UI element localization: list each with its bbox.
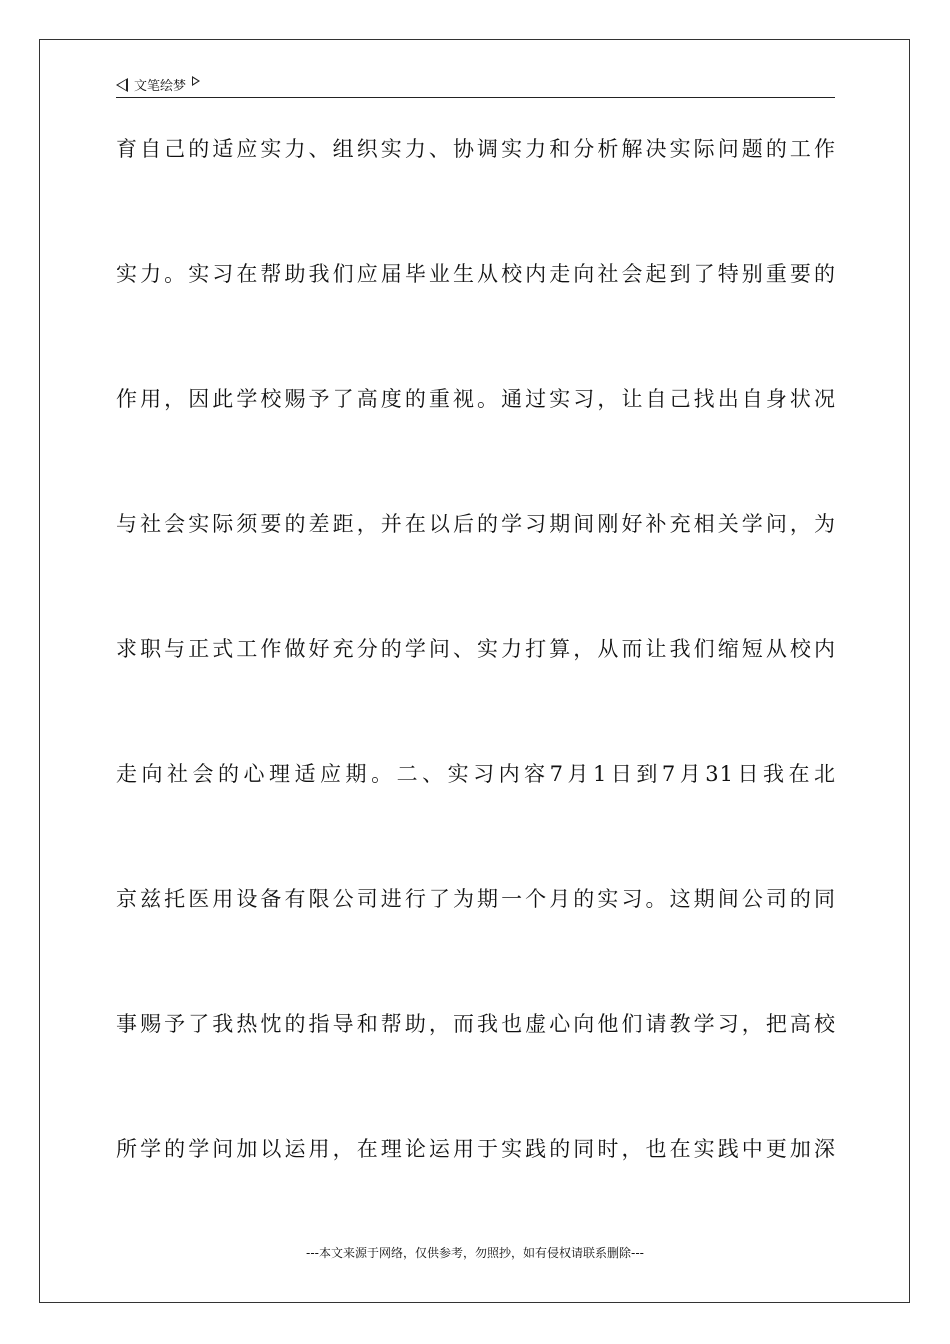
body-line-6: 走向社会的心理适应期。二、实习内容7月1日到7月31日我在北 — [116, 762, 836, 786]
triangle-left-icon — [116, 78, 128, 92]
body-line-5: 求职与正式工作做好充分的学问、实力打算，从而让我们缩短从校内 — [116, 637, 836, 661]
body-line-1: 育自己的适应实力、组织实力、协调实力和分析解决实际问题的工作 — [116, 137, 836, 161]
header-title: 文笔绘梦 — [134, 79, 187, 94]
body-line-2: 实力。实习在帮助我们应届毕业生从校内走向社会起到了特别重要的 — [116, 262, 836, 286]
body-line-8: 事赐予了我热忱的指导和帮助，而我也虚心向他们请教学习，把高校 — [116, 1012, 836, 1036]
page-frame — [39, 39, 910, 1303]
body-line-3: 作用，因此学校赐予了高度的重视。通过实习，让自己找出自身状况 — [116, 387, 836, 411]
triangle-right-icon — [192, 76, 200, 86]
body-line-7: 京兹托医用设备有限公司进行了为期一个月的实习。这期间公司的同 — [116, 887, 836, 911]
footer-disclaimer: ---本文来源于网络，仅供参考，勿照抄，如有侵权请联系删除--- — [306, 1246, 644, 1260]
page-header — [116, 72, 835, 98]
body-line-4: 与社会实际须要的差距，并在以后的学习期间刚好补充相关学问，为 — [116, 512, 836, 536]
body-line-9: 所学的学问加以运用，在理论运用于实践的同时，也在实践中更加深 — [116, 1137, 836, 1161]
